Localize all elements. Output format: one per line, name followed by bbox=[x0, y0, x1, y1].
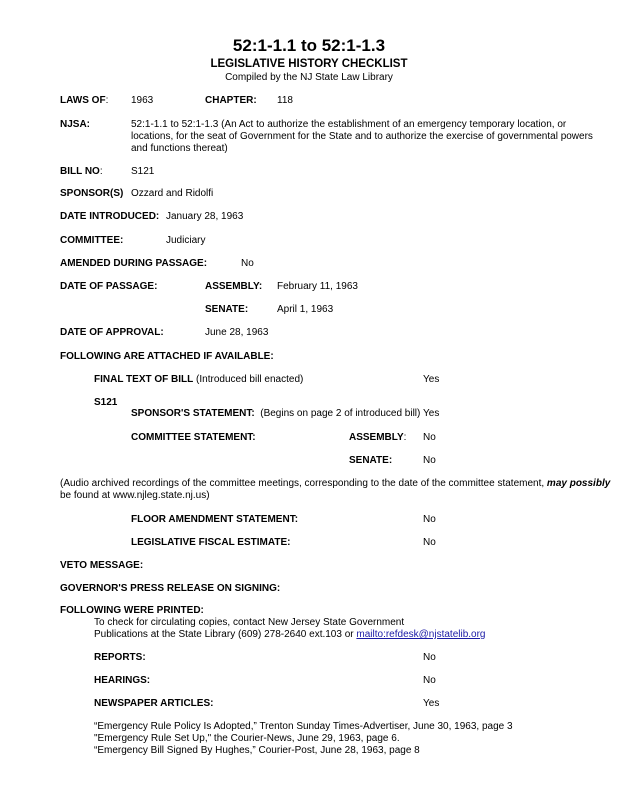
sponsor-statement-note: (Begins on page 2 of introduced bill) bbox=[254, 408, 421, 419]
committee-value: Judiciary bbox=[166, 235, 206, 246]
njsa-line-3: and functions thereat) bbox=[131, 143, 228, 154]
audio-note-line-1: (Audio archived recordings of the committee meetings, corresponding to the date of the committee statement, may possibly bbox=[60, 478, 611, 489]
printed-heading: FOLLOWING WERE PRINTED: bbox=[60, 605, 204, 616]
date-of-passage-label: DATE OF PASSAGE: bbox=[60, 281, 158, 292]
committee-assembly-value: No bbox=[423, 432, 436, 443]
compiled-by: Compiled by the NJ State Law Library bbox=[225, 72, 393, 83]
chapter-label: CHAPTER: bbox=[205, 95, 257, 106]
article-citation: “Emergency Rule Policy Is Adopted,” Trenton Sunday Times-Advertiser, June 30, 1963, page 3 bbox=[94, 721, 513, 732]
njsa-label: NJSA: bbox=[60, 119, 91, 130]
passage-assembly-value: February 11, 1963 bbox=[277, 281, 358, 292]
newspaper-articles-value: Yes bbox=[423, 698, 440, 709]
audio-note-emphasis: may possibly bbox=[546, 478, 611, 489]
laws-of-label: LAWS OF: bbox=[60, 95, 109, 106]
sponsor-statement-label: SPONSOR'S STATEMENT: bbox=[131, 408, 255, 419]
reports-value: No bbox=[423, 652, 436, 663]
printed-contact-line-2: Publications at the State Library (609) 278-2640 ext.103 or mailto:refdesk@njstatelib.org bbox=[94, 629, 486, 640]
date-introduced-label: DATE INTRODUCED: bbox=[60, 211, 160, 222]
hearings-value: No bbox=[423, 675, 436, 686]
sponsor-statement-row bbox=[131, 408, 420, 419]
sponsor-statement-value: Yes bbox=[423, 408, 440, 419]
printed-contact-line-1: To check for circulating copies, contact New Jersey State Government bbox=[94, 617, 405, 628]
page-subtitle: LEGISLATIVE HISTORY CHECKLIST bbox=[210, 58, 408, 70]
attached-heading: FOLLOWING ARE ATTACHED IF AVAILABLE: bbox=[60, 351, 274, 362]
fiscal-estimate-value: No bbox=[423, 537, 436, 548]
passage-senate-value: April 1, 1963 bbox=[277, 304, 334, 315]
article-citation: "Emergency Rule Set Up," the Courier-News, June 29, 1963, page 6. bbox=[94, 733, 400, 744]
final-text-row bbox=[94, 374, 303, 385]
press-release-label: GOVERNOR'S PRESS RELEASE ON SIGNING: bbox=[60, 583, 281, 594]
committee-label: COMMITTEE: bbox=[60, 235, 124, 246]
fiscal-estimate-label: LEGISLATIVE FISCAL ESTIMATE: bbox=[131, 537, 291, 548]
laws-of-value: 1963 bbox=[131, 95, 154, 106]
refdesk-email-link[interactable]: mailto:refdesk@njstatelib.org bbox=[356, 629, 486, 640]
amended-value: No bbox=[241, 258, 254, 269]
article-citation: “Emergency Bill Signed By Hughes,” Courier-Post, June 28, 1963, page 8 bbox=[94, 745, 420, 756]
audio-note-line-2: be found at www.njleg.state.nj.us) bbox=[60, 490, 210, 501]
final-text-label: FINAL TEXT OF BILL bbox=[94, 374, 194, 385]
floor-amendment-value: No bbox=[423, 514, 436, 525]
hearings-label: HEARINGS: bbox=[94, 675, 151, 686]
floor-amendment-label: FLOOR AMENDMENT STATEMENT: bbox=[131, 514, 299, 525]
date-of-approval-label: DATE OF APPROVAL: bbox=[60, 327, 164, 338]
sponsors-value: Ozzard and Ridolfi bbox=[131, 188, 214, 199]
chapter-value: 118 bbox=[277, 95, 293, 106]
newspaper-articles-label: NEWSPAPER ARTICLES: bbox=[94, 698, 214, 709]
committee-senate-label: SENATE: bbox=[349, 455, 393, 466]
final-text-note: (Introduced bill enacted) bbox=[193, 374, 304, 385]
veto-message-label: VETO MESSAGE: bbox=[60, 560, 144, 571]
bill-no-label: BILL NO: bbox=[60, 166, 103, 177]
sponsors-label: SPONSOR(S) bbox=[60, 188, 124, 199]
njsa-line-2: locations, for the seat of Government for the State and to authorize the exercise of governmental powers bbox=[131, 131, 593, 142]
committee-assembly-label: ASSEMBLY: bbox=[349, 432, 407, 443]
passage-assembly-label: ASSEMBLY: bbox=[205, 281, 263, 292]
date-introduced-value: January 28, 1963 bbox=[166, 211, 244, 222]
committee-senate-value: No bbox=[423, 455, 436, 466]
date-of-approval-value: June 28, 1963 bbox=[205, 327, 269, 338]
amended-label: AMENDED DURING PASSAGE: bbox=[60, 258, 208, 269]
bill-no-value: S121 bbox=[131, 166, 155, 177]
page-title: 52:1-1.1 to 52:1-1.3 bbox=[232, 36, 386, 55]
committee-statement-label: COMMITTEE STATEMENT: bbox=[131, 432, 256, 443]
attached-bill-number: S121 bbox=[94, 397, 118, 408]
passage-senate-label: SENATE: bbox=[205, 304, 249, 315]
reports-label: REPORTS: bbox=[94, 652, 146, 663]
final-text-value: Yes bbox=[423, 374, 440, 385]
njsa-line-1: 52:1-1.1 to 52:1-1.3 (An Act to authorize the establishment of an emergency temporary location, or bbox=[131, 119, 567, 130]
